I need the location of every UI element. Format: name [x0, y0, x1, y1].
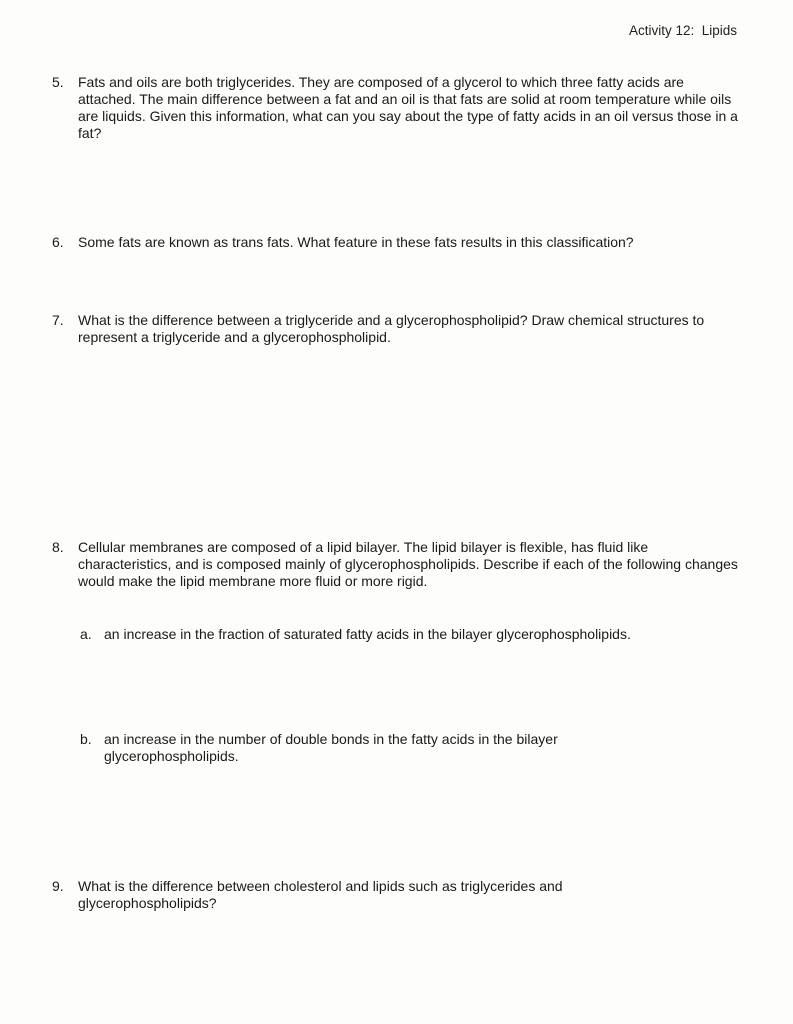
question-text: Some fats are known as trans fats. What feature in these fats results in this classification?: [78, 234, 634, 250]
question-text: What is the difference between cholesterol and lipids such as triglycerides and glycerophospholipids?: [78, 878, 563, 911]
question-7: [52, 312, 742, 346]
question-number: 9.: [52, 878, 64, 894]
question-text: What is the difference between a triglyceride and a glycerophospholipid? Draw chemical structures to represent a triglyceride and a glycerophospholipid.: [78, 312, 705, 345]
question-5: [52, 74, 742, 142]
question-8: [52, 539, 742, 590]
subquestion-text: an increase in the number of double bonds in the fatty acids in the bilayer glycerophospholipids.: [104, 731, 558, 764]
question-text: Fats and oils are both triglycerides. They are composed of a glycerol to which three fatty acids are attached. The main difference between a fat and an oil is that fats are solid at room temperature while oils are liquids. Given this information, what can you say about the type of fatty acids in an oil versus those in a fat?: [78, 74, 738, 141]
subquestion-label: a.: [80, 626, 92, 642]
question-8b: [80, 731, 640, 765]
question-8a: [80, 626, 740, 643]
question-text: Cellular membranes are composed of a lipid bilayer. The lipid bilayer is flexible, has fluid like characteristics, and is composed mainly of glycerophospholipids. Describe if each of the following changes would make the lipid membrane more fluid or more rigid.: [78, 539, 738, 589]
question-number: 8.: [52, 539, 64, 555]
question-number: 5.: [52, 74, 64, 90]
question-number: 7.: [52, 312, 64, 328]
subquestion-label: b.: [80, 731, 92, 747]
question-6: [52, 234, 742, 251]
subquestion-text: an increase in the fraction of saturated fatty acids in the bilayer glycerophospholipids.: [104, 626, 631, 642]
question-number: 6.: [52, 234, 64, 250]
page-header: Activity 12: Lipids: [628, 23, 737, 38]
question-9: [52, 878, 652, 912]
